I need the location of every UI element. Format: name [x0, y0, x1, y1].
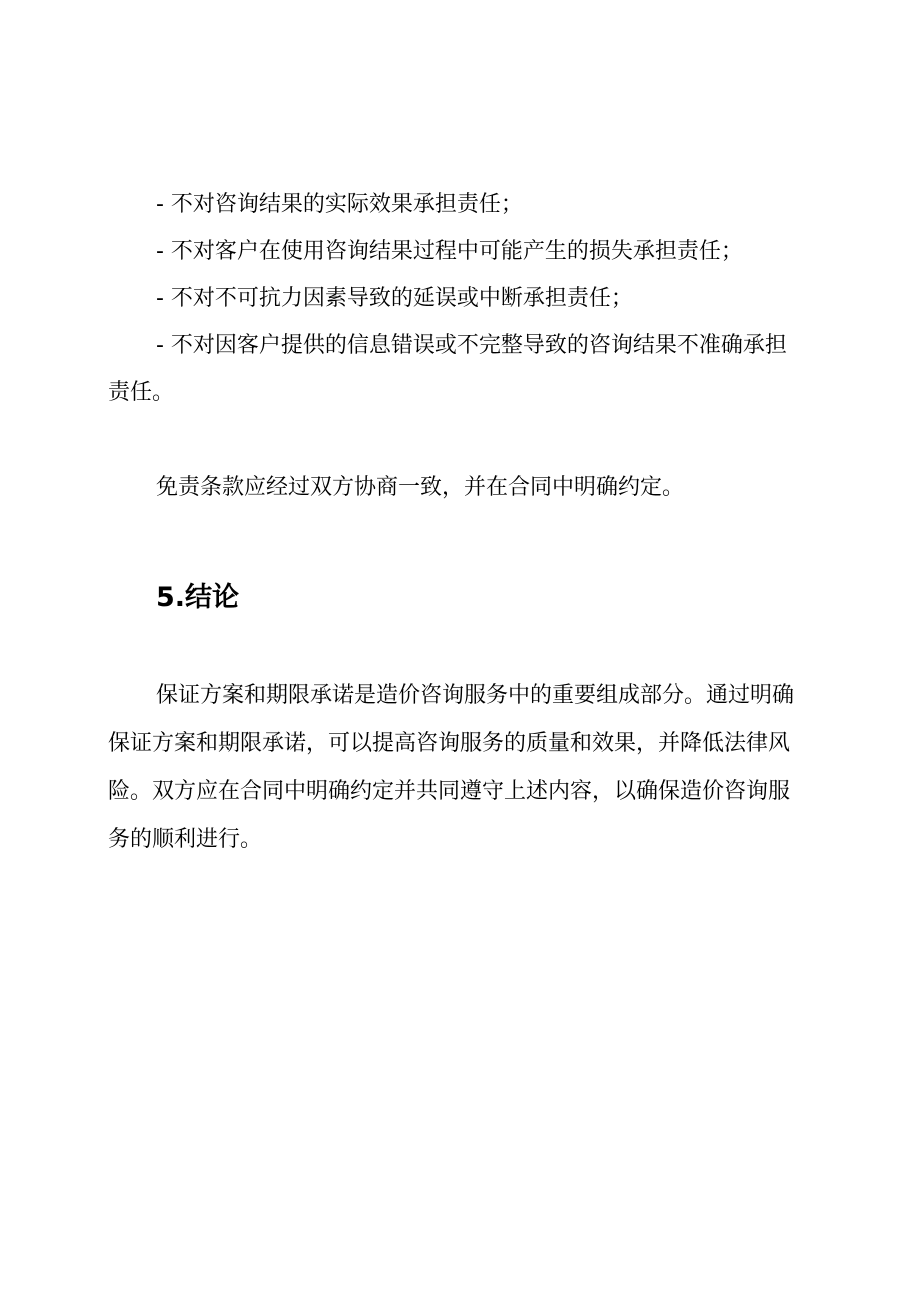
bullet-item-force-majeure: - 不对不可抗力因素导致的延误或中断承担责任； — [156, 286, 633, 311]
bullet-item-loss: - 不对客户在使用咨询结果过程中可能产生的损失承担责任； — [156, 239, 743, 264]
disclaimer-paragraph: 免责条款应经过双方协商一致，并在合同中明确约定。 — [156, 475, 685, 500]
disclaimer-bullet-list — [108, 181, 808, 416]
section-heading: 5.结论 — [156, 582, 240, 613]
bullet-item-effect: - 不对咨询结果的实际效果承担责任； — [156, 192, 523, 217]
bullet-item-client-info: - 不对因客户提供的信息错误或不完整导致的咨询结果不准确承担责任。 — [108, 333, 787, 405]
conclusion-paragraph: 保证方案和期限承诺是造价咨询服务中的重要组成部分。通过明确保证方案和期限承诺，可以提高咨询服务的质量和效果，并降低法律风险。双方应在合同中明确约定并共同遵守上述内容，以确保造价咨询服务的顺利进行。 — [108, 683, 795, 852]
